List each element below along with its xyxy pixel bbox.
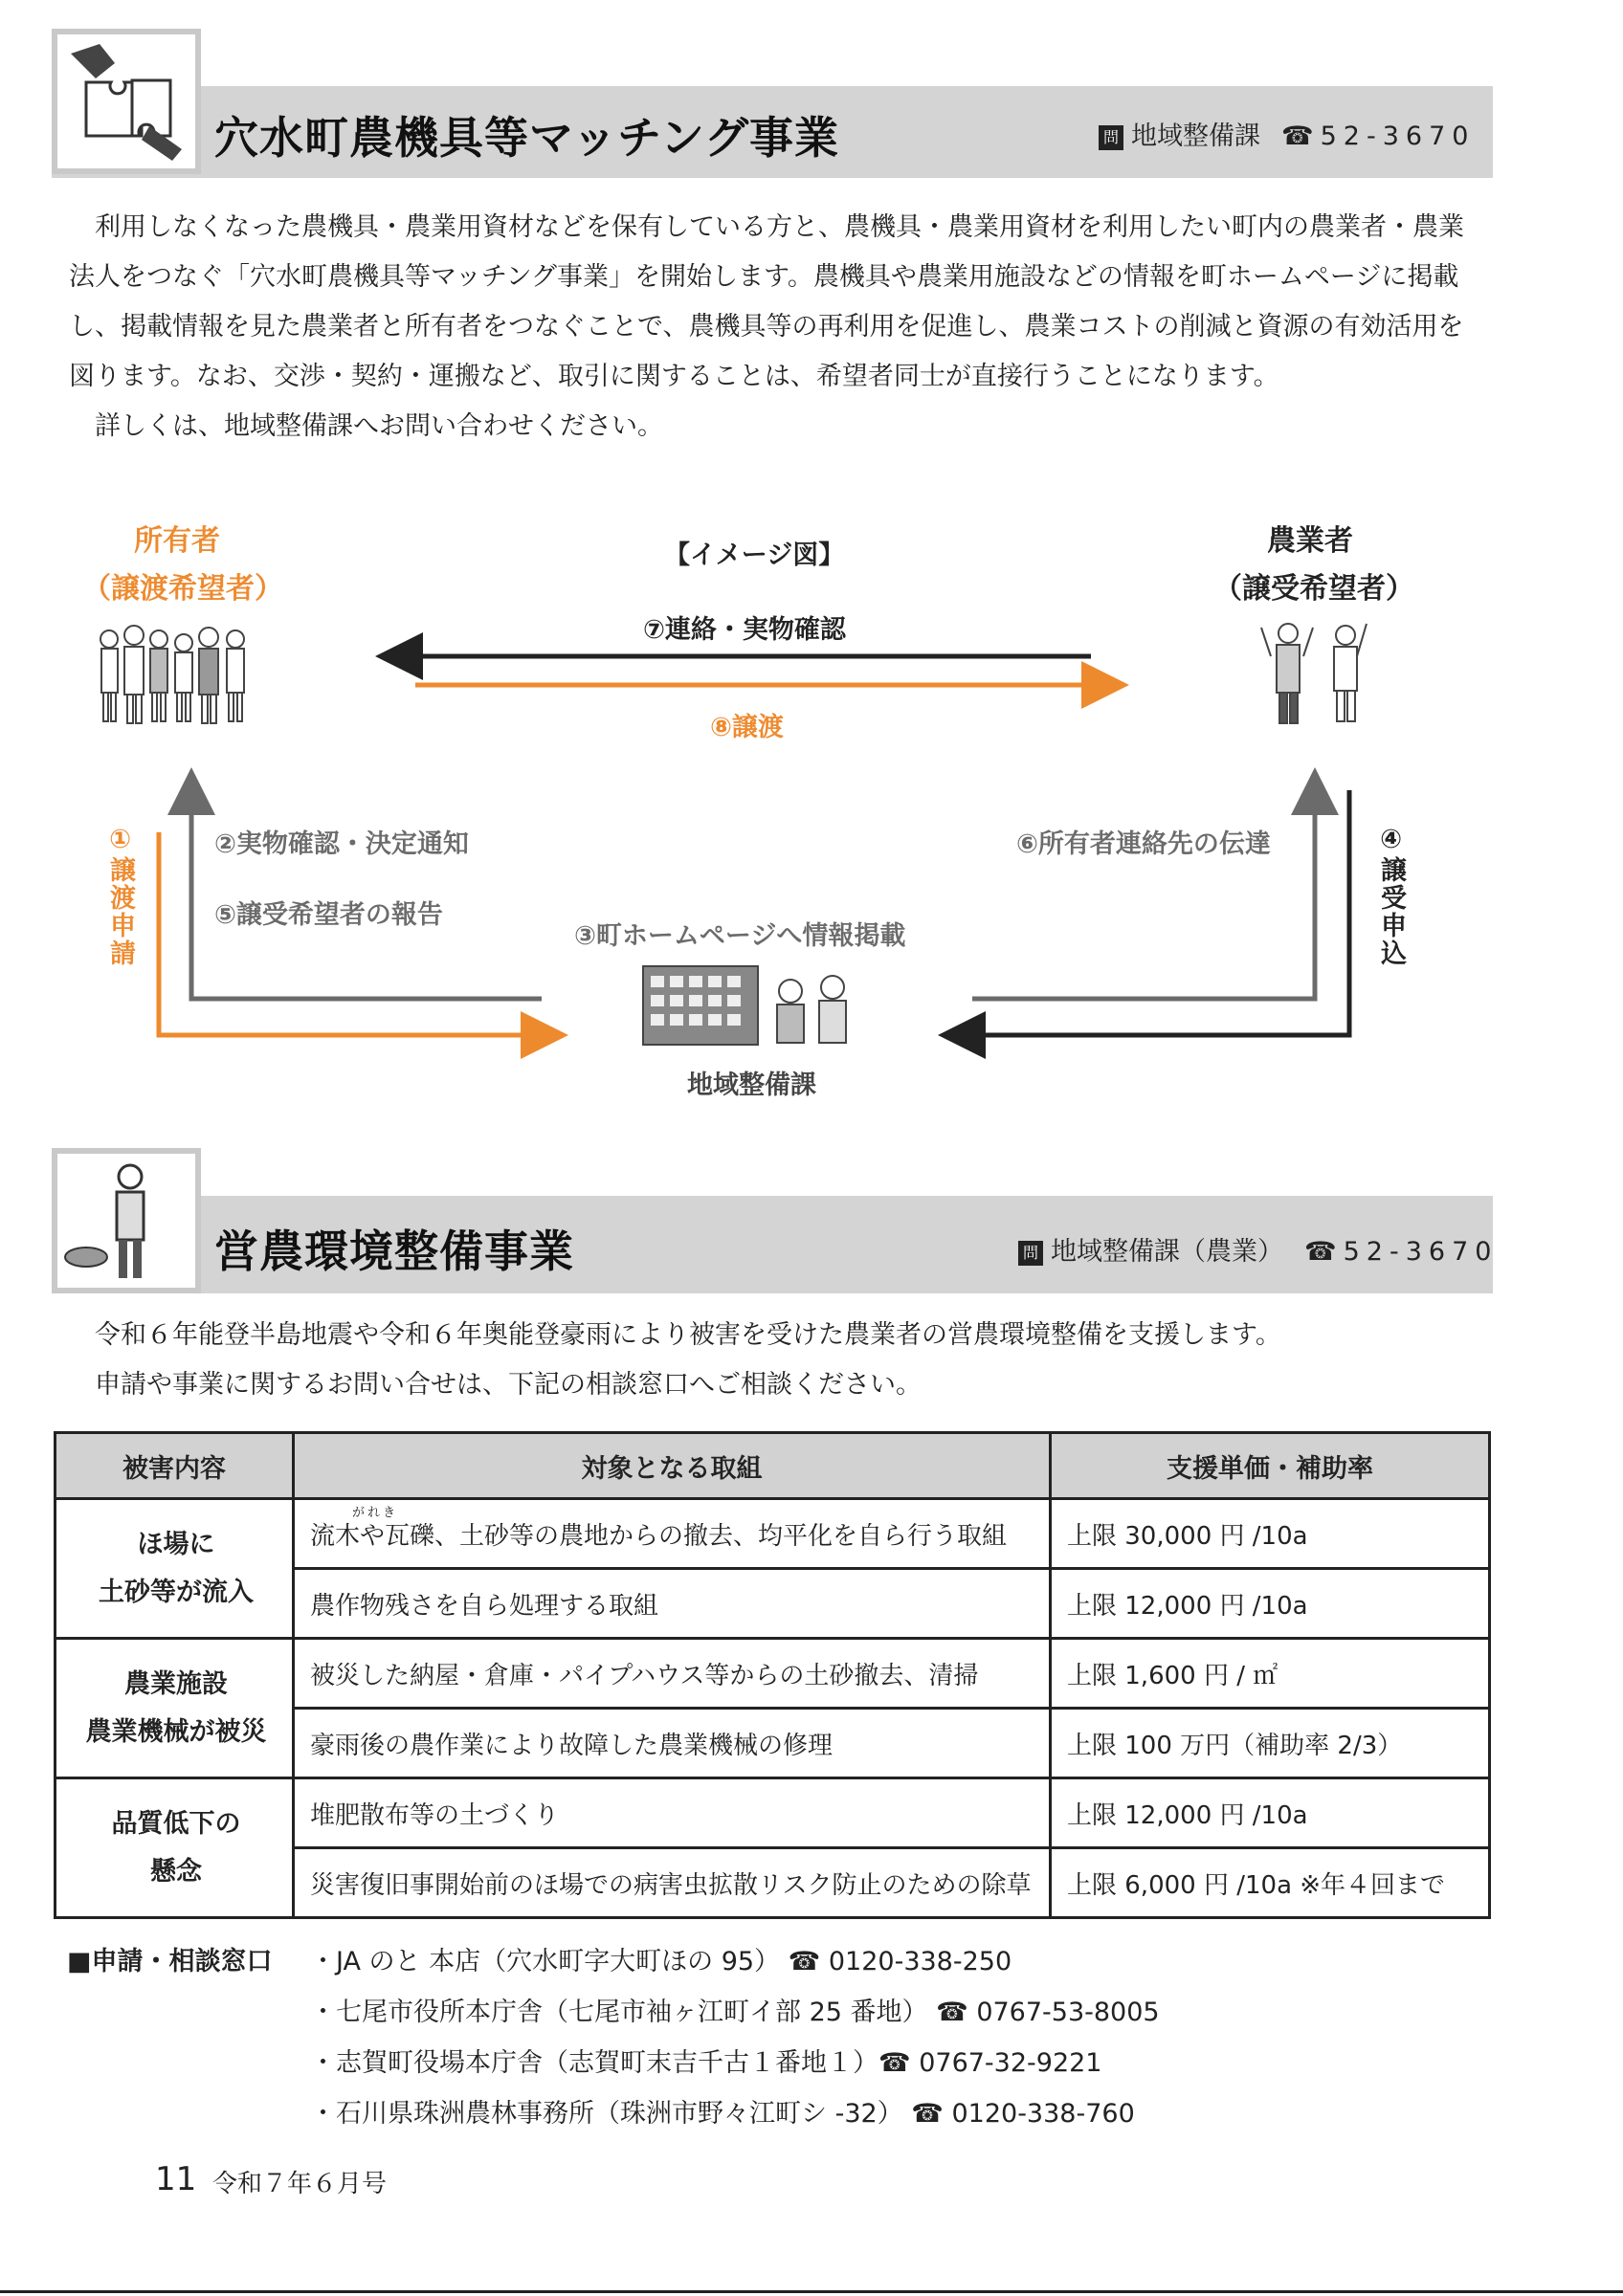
table-cell-action xyxy=(294,1499,1051,1569)
table-row xyxy=(56,1499,1490,1569)
table-category-line: 土砂等が流入 xyxy=(99,1577,254,1607)
table-cell-text: 流木や瓦礫、土砂等の農地からの撤去、均平化を自ら行う取組 xyxy=(310,1521,1008,1551)
arrow-notify-farmer xyxy=(972,786,1315,999)
step3-label: ③町ホームページへ情報掲載 xyxy=(574,921,906,951)
table-header: 被害内容 xyxy=(56,1433,294,1499)
step6-label: ⑥所有者連絡先の伝達 xyxy=(1016,829,1271,859)
inquiry-icon: 問 xyxy=(1099,125,1123,150)
table-cell-action: 農作物残さを自ら処理する取組 xyxy=(294,1569,1051,1639)
table-cell-rate: 上限 12,000 円 /10a xyxy=(1051,1778,1490,1848)
section2-contact-dept: 地域整備課（農業） xyxy=(1051,1237,1283,1267)
section2-contact-tel: ☎52-3670 xyxy=(1304,1237,1499,1267)
section2-intro-line: 申請や事業に関するお問い合せは、下記の相談窓口へご相談ください。 xyxy=(95,1370,922,1400)
owner-label: 所有者 xyxy=(134,524,220,558)
arrow-application xyxy=(159,832,549,1035)
list-item: ・JA のと 本店（穴水町字大町ほの 95） ☎ 0120-338-250 xyxy=(310,1947,1012,1976)
table-cell-action: 被災した納屋・倉庫・パイプハウス等からの土砂撤去、清掃 xyxy=(294,1639,1051,1709)
table-category-line: ほ場に xyxy=(137,1529,215,1559)
table-cell-rate: 上限 12,000 円 /10a xyxy=(1051,1569,1490,1639)
table-category-line: 農業施設 xyxy=(124,1668,228,1699)
table-cell-action: 堆肥散布等の土づくり xyxy=(294,1778,1051,1848)
farmer-icon xyxy=(52,1148,201,1293)
owner-sub-label: （譲渡希望者） xyxy=(82,572,283,606)
table-cell-action: 豪雨後の農作業により故障した農業機械の修理 xyxy=(294,1709,1051,1778)
diagram-caption: 【イメージ図】 xyxy=(664,541,845,570)
table-category-line: 農業機械が被災 xyxy=(85,1716,267,1747)
arrow-notify-owner xyxy=(191,786,542,999)
support-table xyxy=(54,1431,1491,1919)
table-category-line: 懸念 xyxy=(150,1856,202,1887)
support-table-wrap xyxy=(54,1431,1491,1919)
step2-label: ②実物確認・決定通知 xyxy=(214,829,469,859)
table-header: 対象となる取組 xyxy=(294,1433,1051,1499)
farmer-label: 農業者 xyxy=(1267,524,1353,558)
section2-title: 営農環境整備事業 xyxy=(214,1225,574,1277)
office-illustration xyxy=(639,959,869,1050)
table-cell-rate: 上限 1,600 円 / ㎡ xyxy=(1051,1639,1490,1709)
table-header-row xyxy=(56,1433,1490,1499)
list-item: ・志賀町役場本庁舎（志賀町末吉千古１番地１）☎ 0767-32-9221 xyxy=(310,2048,1102,2078)
table-category xyxy=(56,1778,294,1918)
page-number: 11 xyxy=(155,2160,197,2198)
section2-intro xyxy=(69,1311,1483,1410)
step5-label: ⑤譲受希望者の報告 xyxy=(214,900,443,930)
step4-label: ④譲受申込 xyxy=(1376,825,1406,967)
issue-label: 令和７年６月号 xyxy=(212,2170,388,2198)
table-row xyxy=(56,1778,1490,1848)
farmer-sub-label: （譲受希望者） xyxy=(1213,572,1414,606)
section1-intro-paragraph: 利用しなくなった農機具・農業用資材などを保有している方と、農機具・農業用資材を利用したい町内の農業者・農業法人をつなぐ「穴水町農機具等マッチング事業」を開始します。農機具や農業用施設などの情報を町ホームページに掲載し、掲載情報を見た農業者と所有者をつなぐことで、農機具等の再利用を促進し、農業コストの削減と資源の有効活用を図ります。なお、交渉・契約・運搬など、取引に関することは、希望者同士が直接行うことになります。 xyxy=(69,212,1464,391)
section2-intro-line: 令和６年能登半島地震や令和６年奥能登豪雨により被害を受けた農業者の営農環境整備を支援します。 xyxy=(95,1320,1281,1350)
step1-label: ①譲渡申請 xyxy=(105,825,135,967)
step7-label: ⑦連絡・実物確認 xyxy=(643,615,846,645)
list-item: ・七尾市役所本庁舎（七尾市袖ヶ江町イ部 25 番地） ☎ 0767-53-8005 xyxy=(310,1998,1160,2027)
section1-title: 穴水町農機具等マッチング事業 xyxy=(214,112,839,164)
table-cell-action: 災害復旧事開始前のほ場での病害虫拡散リスク防止のための除草 xyxy=(294,1848,1051,1918)
bottom-rule xyxy=(0,2290,1623,2293)
ruby-annotation: がれき xyxy=(352,1506,399,1520)
table-cell-rate: 上限 100 万円（補助率 2/3） xyxy=(1051,1709,1490,1778)
windows-list xyxy=(310,1936,1160,2139)
windows-label: ■申請・相談窓口 xyxy=(67,1947,273,1976)
table-cell-rate: 上限 30,000 円 /10a xyxy=(1051,1499,1490,1569)
table-category-line: 品質低下の xyxy=(111,1808,241,1839)
table-header: 支援単価・補助率 xyxy=(1051,1433,1490,1499)
section1-intro-contact-note: 詳しくは、地域整備課へお問い合わせください。 xyxy=(95,411,663,441)
section1-contact-tel: ☎52-3670 xyxy=(1281,121,1476,151)
table-category xyxy=(56,1499,294,1639)
table-cell-rate: 上限 6,000 円 /10a ※年４回まで xyxy=(1051,1848,1490,1918)
section2-contact xyxy=(1018,1230,1498,1268)
table-row xyxy=(56,1639,1490,1709)
section1-contact-dept: 地域整備課 xyxy=(1131,121,1260,151)
step8-label: ⑧譲渡 xyxy=(710,713,784,742)
list-item: ・石川県珠洲農林事務所（珠洲市野々江町シ -32） ☎ 0120-338-760 xyxy=(310,2099,1135,2129)
table-category xyxy=(56,1639,294,1778)
office-label: 地域整備課 xyxy=(687,1071,816,1100)
inquiry-icon: 問 xyxy=(1018,1241,1043,1266)
